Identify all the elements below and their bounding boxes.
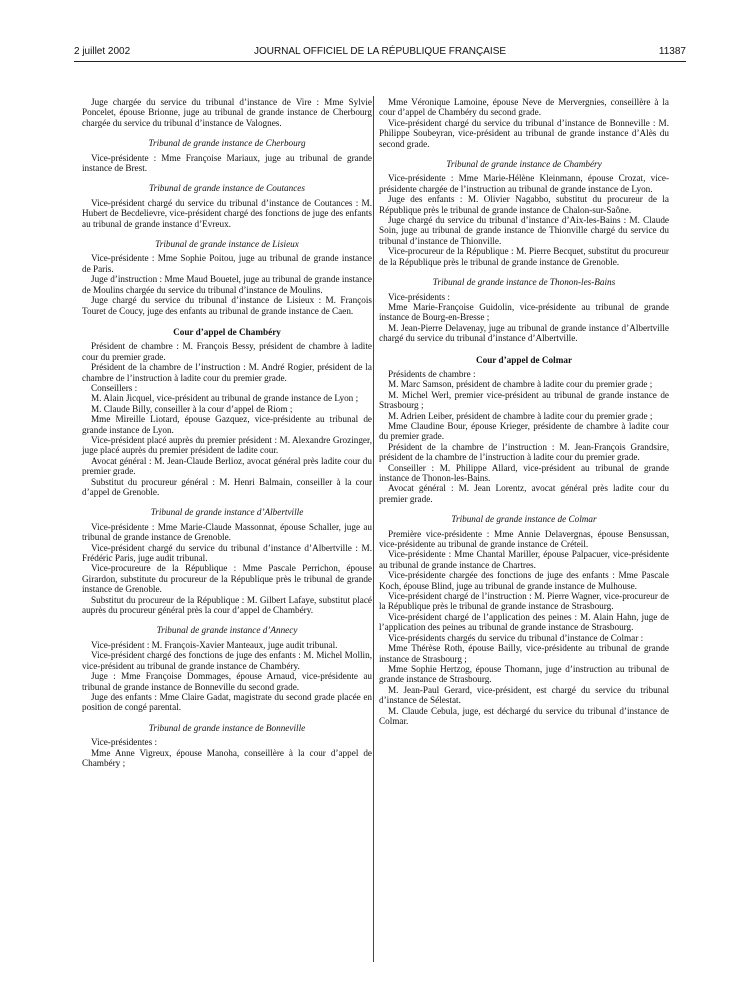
paragraph: Président de chambre : M. François Bessy, président de chambre à ladite cour du premier grade.: [82, 341, 372, 362]
section-heading: Tribunal de grande instance de Lisieux: [155, 239, 299, 250]
paragraph: Vice-procureure de la République : Mme Pascale Perrichon, épouse Girardon, substitute du procureur de la République près le tribunal de grande instance de Grenoble.: [82, 563, 372, 595]
paragraph: Mme Mireille Liotard, épouse Gazquez, vice-présidente au tribunal de grande instance de Lyon.: [82, 414, 372, 435]
paragraph: M. Claude Billy, conseiller à la cour d’appel de Riom ;: [91, 403, 293, 414]
paragraph: Avocat général : M. Jean Lorentz, avocat général près ladite cour du premier grade.: [379, 483, 669, 504]
court-heading: Cour d’appel de Colmar: [475, 354, 573, 365]
paragraph: M. Jean-Pierre Delavenay, juge au tribunal de grande instance d’Albertville chargé du service du tribunal d’instance d’Albertville.: [379, 322, 669, 344]
section-heading: Tribunal de grande instance de Bonneville: [148, 722, 306, 733]
paragraph: M. Alain Jicquel, vice-président au tribunal de grande instance de Lyon ;: [91, 393, 359, 404]
paragraph: Mme Thérèse Roth, épouse Bailly, vice-présidente au tribunal de grande instance de Strasbourg ;: [379, 643, 669, 664]
paragraph: M. Jean-Paul Gerard, vice-président, est chargé du service du tribunal d’instance de Sélestat.: [379, 684, 669, 706]
paragraph: Vice-présidents chargés du service du tribunal d’instance de Colmar :: [388, 632, 644, 643]
paragraph: Président de la chambre de l’instruction : M. André Rogier, président de la chambre de l’instruction à ladite cour du premier grade.: [82, 362, 372, 383]
paragraph: M. Claude Cebula, juge, est déchargé du service du tribunal d’instance de Colmar.: [379, 705, 669, 726]
paragraph: Vice-présidente : Mme Sophie Poitou, juge au tribunal de grande instance de Paris.: [82, 253, 372, 274]
paragraph: M. Michel Werl, premier vice-président au tribunal de grande instance de Strasbourg ;: [379, 389, 669, 411]
paragraph: Première vice-présidente : Mme Annie Delavergnas, épouse Bensussan, vice-présidente au tribunal de grande instance de Créteil.: [379, 528, 669, 550]
paragraph: Vice-présidente : Mme Chantal Mariller, épouse Palpacuer, vice-présidente au tribunal de grande instance de Chartres.: [379, 549, 669, 570]
section-heading: Tribunal de grande instance d’Annecy: [156, 625, 298, 636]
section-heading: Tribunal de grande instance de Chambéry: [446, 159, 602, 170]
paragraph: Juge chargée du service du tribunal d’instance de Vire : Mme Sylvie Poncelet, épouse Brionne, juge au tribunal de grande instance de Cherbourg chargée du service du tribunal d’instance de Valognes.: [82, 97, 372, 128]
paragraph: Vice-présidente : Mme Françoise Mariaux, juge au tribunal de grande instance de Brest.: [82, 152, 372, 174]
paragraph: Mme Marie-Françoise Guidolin, vice-présidente au tribunal de grande instance de Bourg-en-Bresse ;: [379, 301, 669, 323]
paragraph: Vice-président chargé de l’instruction : M. Pierre Wagner, vice-procureur de la République près le tribunal de grande instance de Strasbourg.: [379, 591, 669, 612]
page-header: [74, 46, 686, 60]
paragraph: Vice-président chargé de l’application des peines : M. Alain Hahn, juge de l’application des peines au tribunal de grande instance de Strasbourg.: [379, 611, 669, 633]
paragraph: Juge chargé du service du tribunal d’instance de Lisieux : M. François Touret de Coucy, juge des enfants au tribunal de grande instance de Caen.: [82, 295, 372, 316]
paragraph: Vice-président chargé du service du tribunal d’instance d’Albertville : M. Frédéric Paris, juge audit tribunal.: [82, 542, 372, 564]
section-heading: Tribunal de grande instance de Colmar: [451, 514, 597, 525]
header-title: JOURNAL OFFICIEL DE LA RÉPUBLIQUE FRANÇAISE: [253, 46, 507, 57]
paragraph: Conseillers :: [91, 382, 138, 393]
section-heading: Tribunal de grande instance de Coutances: [149, 183, 305, 194]
right-column: [379, 97, 669, 726]
paragraph: Président de la chambre de l’instruction : M. Jean-François Grandsire, président de la chambre de l’instruction à ladite cour du premier grade.: [379, 441, 669, 463]
section-heading: Tribunal de grande instance d’Albertville: [150, 507, 304, 518]
paragraph: M. Marc Samson, président de chambre à ladite cour du premier grade ;: [388, 379, 653, 390]
paragraph: Vice-président placé auprès du premier président : M. Alexandre Grozinger, juge placé auprès du premier président de ladite cour.: [82, 434, 372, 456]
paragraph: Vice-président chargé du service du tribunal d’instance de Coutances : M. Hubert de Becdelievre, vice-président chargé des fonctions de juge des enfants au tribunal de grande instance d’Evreux.: [82, 197, 372, 229]
paragraph: Vice-président chargé du service du tribunal d’instance de Bonneville : M. Philippe Soubeyran, vice-président au tribunal de grande instance d’Alès du second grade.: [379, 117, 669, 149]
paragraph: Avocat général : M. Jean-Claude Berlioz, avocat général près ladite cour du premier grade.: [82, 455, 372, 477]
paragraph: Mme Véronique Lamoine, épouse Neve de Mervergnies, conseillère à la cour d’appel de Chambéry du second grade.: [379, 97, 669, 118]
paragraph: M. Adrien Leiber, président de chambre à ladite cour du premier grade ;: [388, 410, 653, 421]
paragraph: Mme Claudine Bour, épouse Krieger, présidente de chambre à ladite cour du premier grade.: [379, 420, 669, 442]
paragraph: Juge : Mme Françoise Dommages, épouse Arnaud, vice-présidente au tribunal de grande instance de Bonneville du second grade.: [82, 671, 372, 692]
paragraph: Juge des enfants : M. Olivier Nagabbo, substitut du procureur de la République près le tribunal de grande instance de Chalon-sur-Saône.: [379, 194, 669, 215]
paragraph: Juge chargé du service du tribunal d’instance d’Aix-les-Bains : M. Claude Soin, juge au tribunal de grande instance de Thionville chargé du service du tribunal d’instance de Thionville.: [379, 215, 669, 246]
paragraph: Vice-présidents :: [388, 291, 450, 302]
section-heading: Tribunal de grande instance de Cherbourg: [148, 138, 306, 149]
paragraph: Vice-présidente : Mme Marie-Hélène Kleinmann, épouse Crozat, vice-présidente chargée de l’instruction au tribunal de grande instance de Lyon.: [379, 173, 669, 194]
header-rule: [74, 61, 686, 62]
court-heading: Cour d’appel de Chambéry: [173, 326, 281, 337]
paragraph: Substitut du procureur général : M. Henri Balmain, conseiller à la cour d’appel de Grenoble.: [82, 476, 372, 497]
section-heading: Tribunal de grande instance de Thonon-les-Bains: [432, 277, 616, 288]
paragraph: Vice-procureur de la République : M. Pierre Becquet, substitut du procureur de la République près le tribunal de grande instance de Grenoble.: [379, 246, 669, 267]
paragraph: Vice-présidente : Mme Marie-Claude Massonnat, épouse Schaller, juge au tribunal de grande instance de Grenoble.: [82, 521, 372, 543]
paragraph: Juge des enfants : Mme Claire Gadat, magistrate du second grade placée en position de congé parental.: [82, 691, 372, 713]
header-date: 2 juillet 2002: [74, 46, 131, 57]
paragraph: Mme Sophie Hertzog, épouse Thomann, juge d’instruction au tribunal de grande instance de Strasbourg.: [379, 663, 669, 685]
header-page-number: 11387: [658, 46, 686, 57]
paragraph: Juge d’instruction : Mme Maud Bouetel, juge au tribunal de grande instance de Moulins chargée du service du tribunal d’instance de Moulins.: [82, 274, 372, 295]
paragraph: Vice-président : M. François-Xavier Manteaux, juge audit tribunal.: [91, 639, 338, 650]
paragraph: Vice-présidente chargée des fonctions de juge des enfants : Mme Pascale Koch, épouse Blind, juge au tribunal de grande instance de Mulhouse.: [379, 570, 669, 591]
left-column: [82, 97, 372, 768]
paragraph: Présidents de chambre :: [388, 368, 476, 379]
paragraph: Vice-président chargé des fonctions de juge des enfants : M. Michel Mollin, vice-président au tribunal de grande instance de Chambéry.: [82, 650, 372, 671]
paragraph: Substitut du procureur de la République : M. Gilbert Lafaye, substitut placé auprès du procureur général près la cour d’appel de Chambéry.: [82, 594, 372, 616]
paragraph: Mme Anne Vigreux, épouse Manoha, conseillère à la cour d’appel de Chambéry ;: [82, 747, 372, 768]
paragraph: Vice-présidentes :: [91, 737, 158, 748]
paragraph: Conseiller : M. Philippe Allard, vice-président au tribunal de grande instance de Thonon-les-Bains.: [379, 462, 669, 483]
column-separator: [373, 96, 374, 962]
